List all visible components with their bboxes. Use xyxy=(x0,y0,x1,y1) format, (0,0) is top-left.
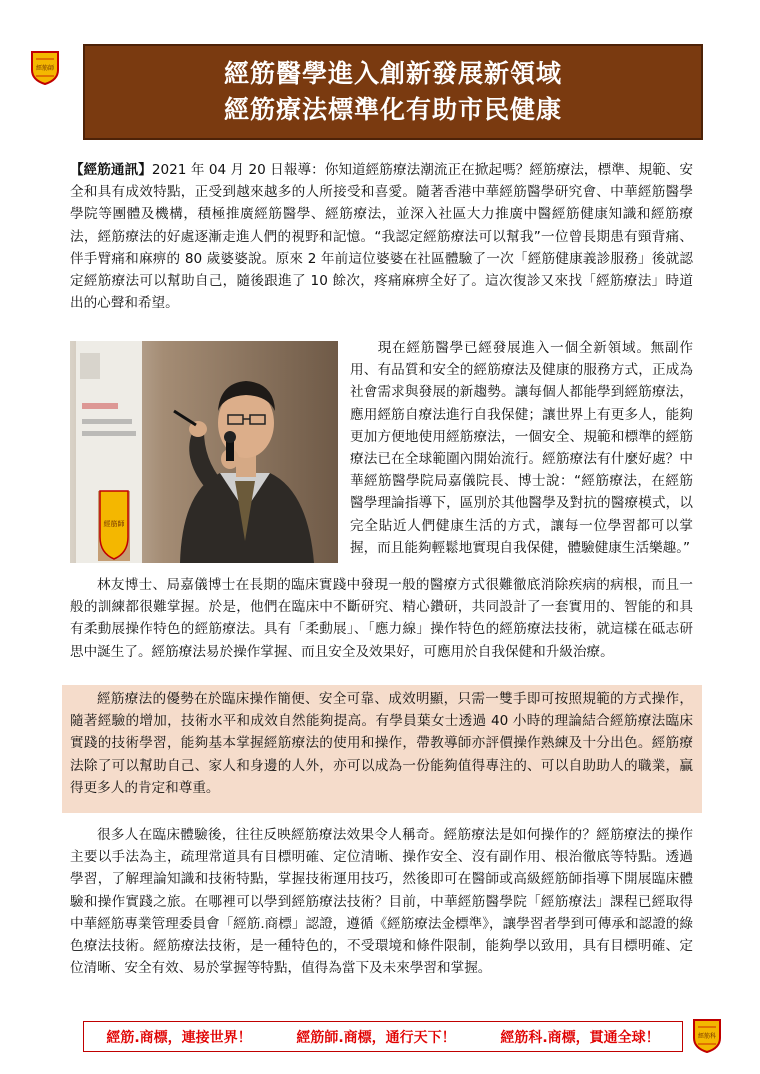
article-paragraph-1 xyxy=(70,159,693,314)
footer-slogan-2: 經筋師.商標，通行天下！ xyxy=(296,1029,456,1046)
page-title-line2: 經筋療法標準化有助市民健康 xyxy=(223,95,562,124)
page-title-line1: 經筋醫學進入創新發展新領域 xyxy=(223,59,562,88)
logo-text: 經筋科 xyxy=(697,1033,717,1040)
photo-banner-text: 經筋師 xyxy=(103,520,125,528)
logo-text: 經筋師 xyxy=(35,65,55,72)
article-paragraph-5: 很多人在臨床體驗後，往往反映經筋療法效果令人稱奇。經筋療法是如何操作的？經筋療法的操作主要以手法為主，疏理常道具有目標明確、定位清晰、操作安全、沒有副作用、根治徹底等特點。透過學習，了解理論知識和技術特點，掌握技術運用技巧，然後即可在醫師或高級經筋師指導下開展臨床體驗和操作實踐之旅。在哪裡可以學到經筋療法技術？目前，中華經筋醫學院「經筋療法」課程已經取得中華經筋專業管理委員會「經筋.商標」認證，遵循《經筋療法金標準》，讓學習者學到可傳承和認證的綠色療法技術。經筋療法技術，是一種特色的，不受環境和條件限制，能夠學以致用，具有目標明確、定位清晰、安全有效、易於掌握等特點，值得為當下及未來學習和掌握。 xyxy=(70,827,693,977)
article-tag: 【經筋通訊】 xyxy=(70,162,152,178)
speaker-photo xyxy=(70,341,338,563)
article-paragraph-4: 經筋療法的優勢在於臨床操作簡便、安全可靠、成效明顯，只需一雙手即可按照規範的方式操作，隨著經驗的增加，技術水平和成效自然能夠提高。有學員葉女士透過 40 小時的理論結合經筋療法臨床實踐的技術學習，能夠基本掌握經筋療法的使用和操作，帶教導師亦評價操作熟練及十分出色。經筋療法除了可以幫助自己、家人和身邊的人外，亦可以成為一份能夠值得專注的、可以自助助人的職業，贏得更多人的肯定和尊重。 xyxy=(70,691,693,796)
speaker-with-microphone-photo xyxy=(70,341,338,563)
article-paragraph-2 xyxy=(70,337,693,563)
shield-emblem-icon xyxy=(692,1018,722,1054)
article-paragraph-1-text: 2021 年 04 月 20 日報導：你知道經筋療法潮流正在掀起嗎？經筋療法，標準、規範、安全和具有成效特點，正受到越來越多的人所接受和喜愛。隨著香港中華經筋醫學研究會、中華經筋醫學學院等團體及機構，積極推廣經筋醫學、經筋療法，並深入社區大力推廣中醫經筋健康知識和經筋療法，經筋療法的好處逐漸走進人們的視野和記憶。“我認定經筋療法可以幫我”一位曾長期患有頸背痛、伴手臂痛和麻痹的 80 歲婆婆說。原來 2 年前這位婆婆在社區體驗了一次「經筋健康義診服務」後就認定經筋療法可以幫助自己，隨後跟進了 10 餘次，疼痛麻痹全好了。這次復診又來找「經筋療法」時道出的心聲和希望。 xyxy=(70,162,693,312)
shield-emblem-icon xyxy=(30,50,60,86)
footer-slogan-1: 經筋.商標，連接世界！ xyxy=(106,1029,252,1046)
footer-slogan-3: 經筋科.商標，貫通全球！ xyxy=(500,1029,660,1046)
footer-slogan-bar xyxy=(83,1021,683,1052)
article-paragraph-3: 林友博士、局嘉儀博士在長期的臨床實踐中發現一般的醫療方式很難徹底消除疾病的病根，而且一般的訓練都很難掌握。於是，他們在臨床中不斷研究、精心鑽研，共同設計了一套實用的、智能的和具有柔動展操作特色的經筋療法。具有「柔動展」、「應力線」操作特色的經筋療法技術，就這樣在砥志研思中誕生了。經筋療法易於操作掌握、而且安全及效果好，可應用於自我保健和升級治療。 xyxy=(70,577,693,660)
article-paragraph-2-text: 現在經筋醫學已經發展進入一個全新領域。無副作用、有品質和安全的經筋療法及健康的服務方式，正成為社會需求與發展的新趨勢。讓每個人都能學到經筋療法，應用經筋自療法進行自我保健；讓世界上有更多人，能夠更加方便地使用經筋療法，一個安全、規範和標準的經筋療法已在全球範圍內開始流行。經筋療法有什麼好處？中華經筋醫學院局嘉儀院長、博士說：“經筋療法，在經筋醫學理論指導下，區別於其他醫學及對抗的醫療模式，以完全貼近人們健康生活的方式，讓每一位學習都可以掌握，而且能夠輕鬆地實現自我保健，體驗健康生活樂趣。” xyxy=(350,340,693,556)
header-banner xyxy=(83,44,703,140)
